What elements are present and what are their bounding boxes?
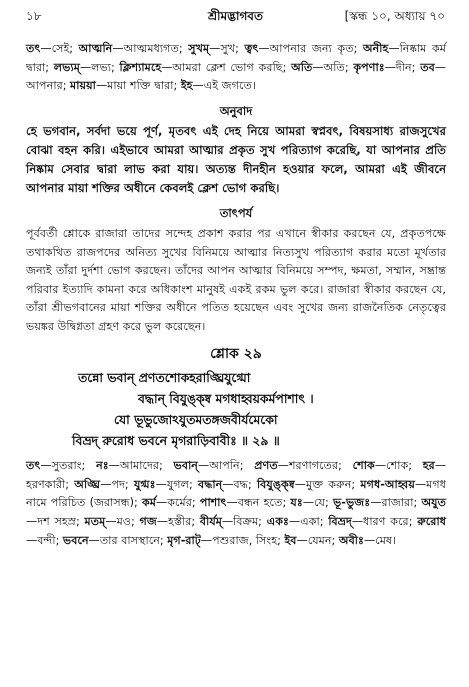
word-meaning: আমাদের; [119, 459, 174, 473]
sanskrit-word: কর্ম [141, 496, 156, 510]
dash-separator: — [88, 533, 100, 547]
sanskrit-word: ত্বৎ [244, 42, 259, 55]
verse-line: তন্নো ভবান্ প্রণতশোকহরাঙ্ঘ্রিযুগ্মো [78, 370, 251, 386]
sanskrit-word: তৎ [26, 459, 41, 473]
sanskrit-word: অঙ্ঘ্রি [74, 477, 101, 491]
dash-separator: — [198, 459, 210, 473]
word-meaning: বদ্ধ; [233, 477, 257, 491]
dash-separator: — [200, 533, 213, 547]
verse-line: বদ্ধান্ বিযুঙ্‌ক্ষ্ব মগধাহ্বয়কর্মপাশাৎ । [138, 391, 314, 407]
word-meaning: আপনার জন্য কৃত; [269, 42, 363, 55]
sanskrit-word: যঃ [290, 496, 303, 510]
word-meaning: মেষ। [375, 533, 397, 547]
word-meaning: লভ্য; [91, 60, 120, 74]
word-meaning: রাজারা; [381, 496, 422, 510]
word-meaning: মুক্ত করুন; [305, 477, 361, 491]
word-synonyms-top [26, 40, 446, 96]
word-meaning: ধারণ করে; [363, 514, 418, 528]
sanskrit-word: অবীঃ [338, 533, 364, 547]
word-meaning: যুগল; [166, 477, 198, 491]
dash-separator: — [95, 79, 108, 93]
dash-separator: — [79, 60, 92, 74]
word-meaning: সুখ; [220, 42, 245, 55]
dash-separator: — [209, 42, 221, 55]
word-meaning: যেমন; [307, 533, 339, 547]
sanskrit-word: কৃপণাঃ [353, 60, 385, 74]
word-meaning: শোক; [386, 459, 423, 473]
word-meaning: পশুরাজ, সিংহ; [212, 533, 285, 547]
sanskrit-word: বদ্ধান্ [197, 477, 223, 491]
dash-separator: — [351, 514, 364, 528]
sanskrit-word: প্রণত [254, 459, 278, 473]
sanskrit-word: হর [422, 459, 435, 473]
dash-separator: — [277, 459, 289, 473]
word-meaning: আত্মমধ্যগত; [123, 42, 189, 55]
sanskrit-word: মগধ-আহ্বয় [360, 477, 415, 491]
dash-separator: — [40, 42, 52, 55]
dash-separator: — [312, 60, 324, 74]
word-meaning: কর্মের; [167, 496, 200, 510]
sanskrit-word: অযুত [421, 496, 446, 510]
sanskrit-word: লভ্যম্ [53, 60, 80, 74]
translation-heading: অনুবাদ [219, 103, 253, 118]
word-meaning: পদ; [111, 477, 134, 491]
word-meaning: একা; [300, 514, 329, 528]
dash-separator: — [289, 514, 301, 528]
word-meaning: আমরা ক্লেশ ভোগ করছি; [172, 60, 292, 74]
dash-separator: — [226, 496, 238, 510]
sanskrit-word: নঃ [96, 459, 109, 473]
dash-separator: — [192, 79, 204, 93]
word-meaning: নিষ্কাম কর্ম দ্বারা; [26, 42, 447, 74]
sanskrit-word: ইহ [180, 79, 193, 93]
word-meaning: বিক্রম; [233, 514, 267, 528]
sanskrit-word: অনীহ [362, 42, 389, 55]
dash-separator: — [222, 477, 234, 491]
sanskrit-word: যুগ্মঃ [133, 477, 156, 491]
sanskrit-word: পাশাৎ [199, 496, 227, 510]
dash-separator: — [100, 477, 112, 491]
word-meaning: দীন; [395, 60, 421, 74]
dash-separator: — [296, 533, 308, 547]
verse-block [26, 367, 446, 451]
word-meaning: আপনার; [26, 79, 71, 93]
word-meaning: সেই; [51, 42, 79, 55]
dash-separator: — [414, 477, 427, 491]
dash-separator: — [384, 60, 396, 74]
word-meaning: তার বাসস্থানে; [99, 533, 168, 547]
sanskrit-word: ভূ-ভুজঃ [332, 496, 371, 510]
dash-separator: — [156, 496, 168, 510]
dash-separator: — [155, 477, 167, 491]
word-meaning: আপনি; [209, 459, 255, 473]
sanskrit-word: অতি [291, 60, 313, 74]
sanskrit-word: বিযুঙ্‌ক্ষ্ব [256, 477, 295, 491]
dash-separator: — [108, 459, 120, 473]
translation-text: হে ভগবান, সর্বদা ভয়ে পূর্ণ, মৃতবৎ এই দেহ নিয়ে আমরা স্বপ্নবৎ, বিষয়সাধ্য রাজসুখের বোঝা বহন করি। এইভাবে আমরা আত্মার প্রকৃত সুখ পরিত্যাগ করেছি, যা আপনার প্রতি নিষ্কাম সেবার দ্বারা লাভ করা যায়। অত্যন্ত দীনহীন হওয়ার ফলে, আমরা এই জীবনে আপনার মায়া শক্তির অধীনে কেবলই ক্লেশ ভোগ করছি। [26, 124, 446, 196]
dash-separator: — [26, 533, 38, 547]
sanskrit-word: মতম্ [84, 514, 106, 528]
word-meaning: মও; [116, 514, 140, 528]
purport-text: পূর্ববর্তী শ্লোকে রাজারা তাদের সন্দেহ প্রকাশ করার পর এখানে স্বীকার করছেন যে, প্রকৃতপক্ষে তথাকথিত রাজপদের অনিত্য সুখের বিনিময়ে আত্মার নিত্যসুখ পরিত্যাগ করার মতো মূর্খতার জন্যই তাঁরা দুর্দশা ভোগ করছেন। তাঁদের আপন আত্মার বিনিময়ে সম্পদ, ক্ষমতা, সম্মান, সম্ভ্রান্ত পরিবার ইত্যাদি কামনা করে অধিকাংশ মানুষই একই রকম ভুল করে। রাজারা স্বীকার করছেন যে, তাঁরা শ্রীভগবানের মায়া শক্তির অধীনে পতিত হয়েছেন এবং সুখের জন্য রাজনৈতিক নেতৃত্বের ভয়ঙ্কর উদ্বিগ্নতা গ্রহণ করে ভুল করেছেন। [26, 226, 446, 333]
word-meaning: হস্তীর; [168, 514, 200, 528]
dash-separator: — [370, 496, 382, 510]
sanskrit-word: বীর্যম্ [199, 514, 222, 528]
word-meaning: মায়া শক্তি দ্বারা; [107, 79, 181, 93]
sanskrit-word: মায়য়া [70, 79, 96, 93]
dash-separator: — [156, 514, 169, 528]
page-number: ১৮ [26, 9, 42, 23]
word-meaning: হরণকারী; [26, 477, 75, 491]
sanskrit-word: শোক [352, 459, 375, 473]
sanskrit-word: ভবান্ [173, 459, 198, 473]
sanskrit-word: তব [420, 60, 435, 74]
book-title: শ্রীমদ্ভাগবত [207, 9, 263, 23]
dash-separator: — [434, 459, 447, 473]
chapter-reference: [স্কন্ধ ১০, অধ্যায় ৭০ [344, 9, 445, 23]
sanskrit-word: সুখম্ [188, 42, 210, 55]
dash-separator: — [40, 459, 52, 473]
dash-separator: — [112, 42, 124, 55]
verse-line: বিভ্রদ্ রুরোধ ভবনে মৃগরাড়িবাবীঃ ॥ ২৯ ॥ [72, 433, 280, 449]
sanskrit-word: ক্লিশ্যামহে [119, 60, 162, 74]
word-meaning: মগধ নামে পরিচিত (জরাসন্ধ); [26, 477, 446, 510]
word-meaning: অতি; [323, 60, 354, 74]
dash-separator: — [221, 514, 234, 528]
sanskrit-word: রুরোধ [417, 514, 446, 528]
dash-separator: — [388, 42, 400, 55]
word-meaning: যে; [314, 496, 333, 510]
sanskrit-word: ইব [284, 533, 297, 547]
sanskrit-word: একঃ [266, 514, 290, 528]
dash-separator: — [105, 514, 117, 528]
dash-separator: — [26, 514, 38, 528]
word-meaning: বন্ধন হতে; [237, 496, 291, 510]
dash-separator: — [363, 533, 376, 547]
verse-title: শ্লোক ২৯ [210, 345, 262, 362]
sanskrit-word: গজ [139, 514, 157, 528]
word-meaning: দশ সহস্র; [37, 514, 85, 528]
sanskrit-word: বিভ্রদ্ [328, 514, 352, 528]
purport-heading: তাৎপর্য [219, 206, 253, 221]
dash-separator: — [161, 60, 173, 74]
sanskrit-word: মৃগ-রাট্ [167, 533, 201, 547]
word-synonyms-bottom [26, 457, 446, 550]
verse-line: যো ভূভুজোঽযুতমতঙ্গজবীর্যমেকো [114, 412, 278, 428]
word-meaning: সুতরাং; [51, 459, 97, 473]
word-meaning: এই জগতে। [203, 79, 256, 93]
dash-separator: — [434, 60, 446, 74]
dash-separator: — [258, 42, 270, 55]
page-body [26, 40, 446, 550]
dash-separator: — [302, 496, 315, 510]
sanskrit-word: তৎ [26, 42, 41, 55]
dash-separator: — [374, 459, 387, 473]
word-meaning: শরণাগতের; [288, 459, 353, 473]
sanskrit-word: আত্মনি [78, 42, 113, 55]
page-header [26, 8, 445, 26]
dash-separator: — [294, 477, 306, 491]
word-meaning: বন্দী; [37, 533, 63, 547]
sanskrit-word: ভবনে [62, 533, 89, 547]
